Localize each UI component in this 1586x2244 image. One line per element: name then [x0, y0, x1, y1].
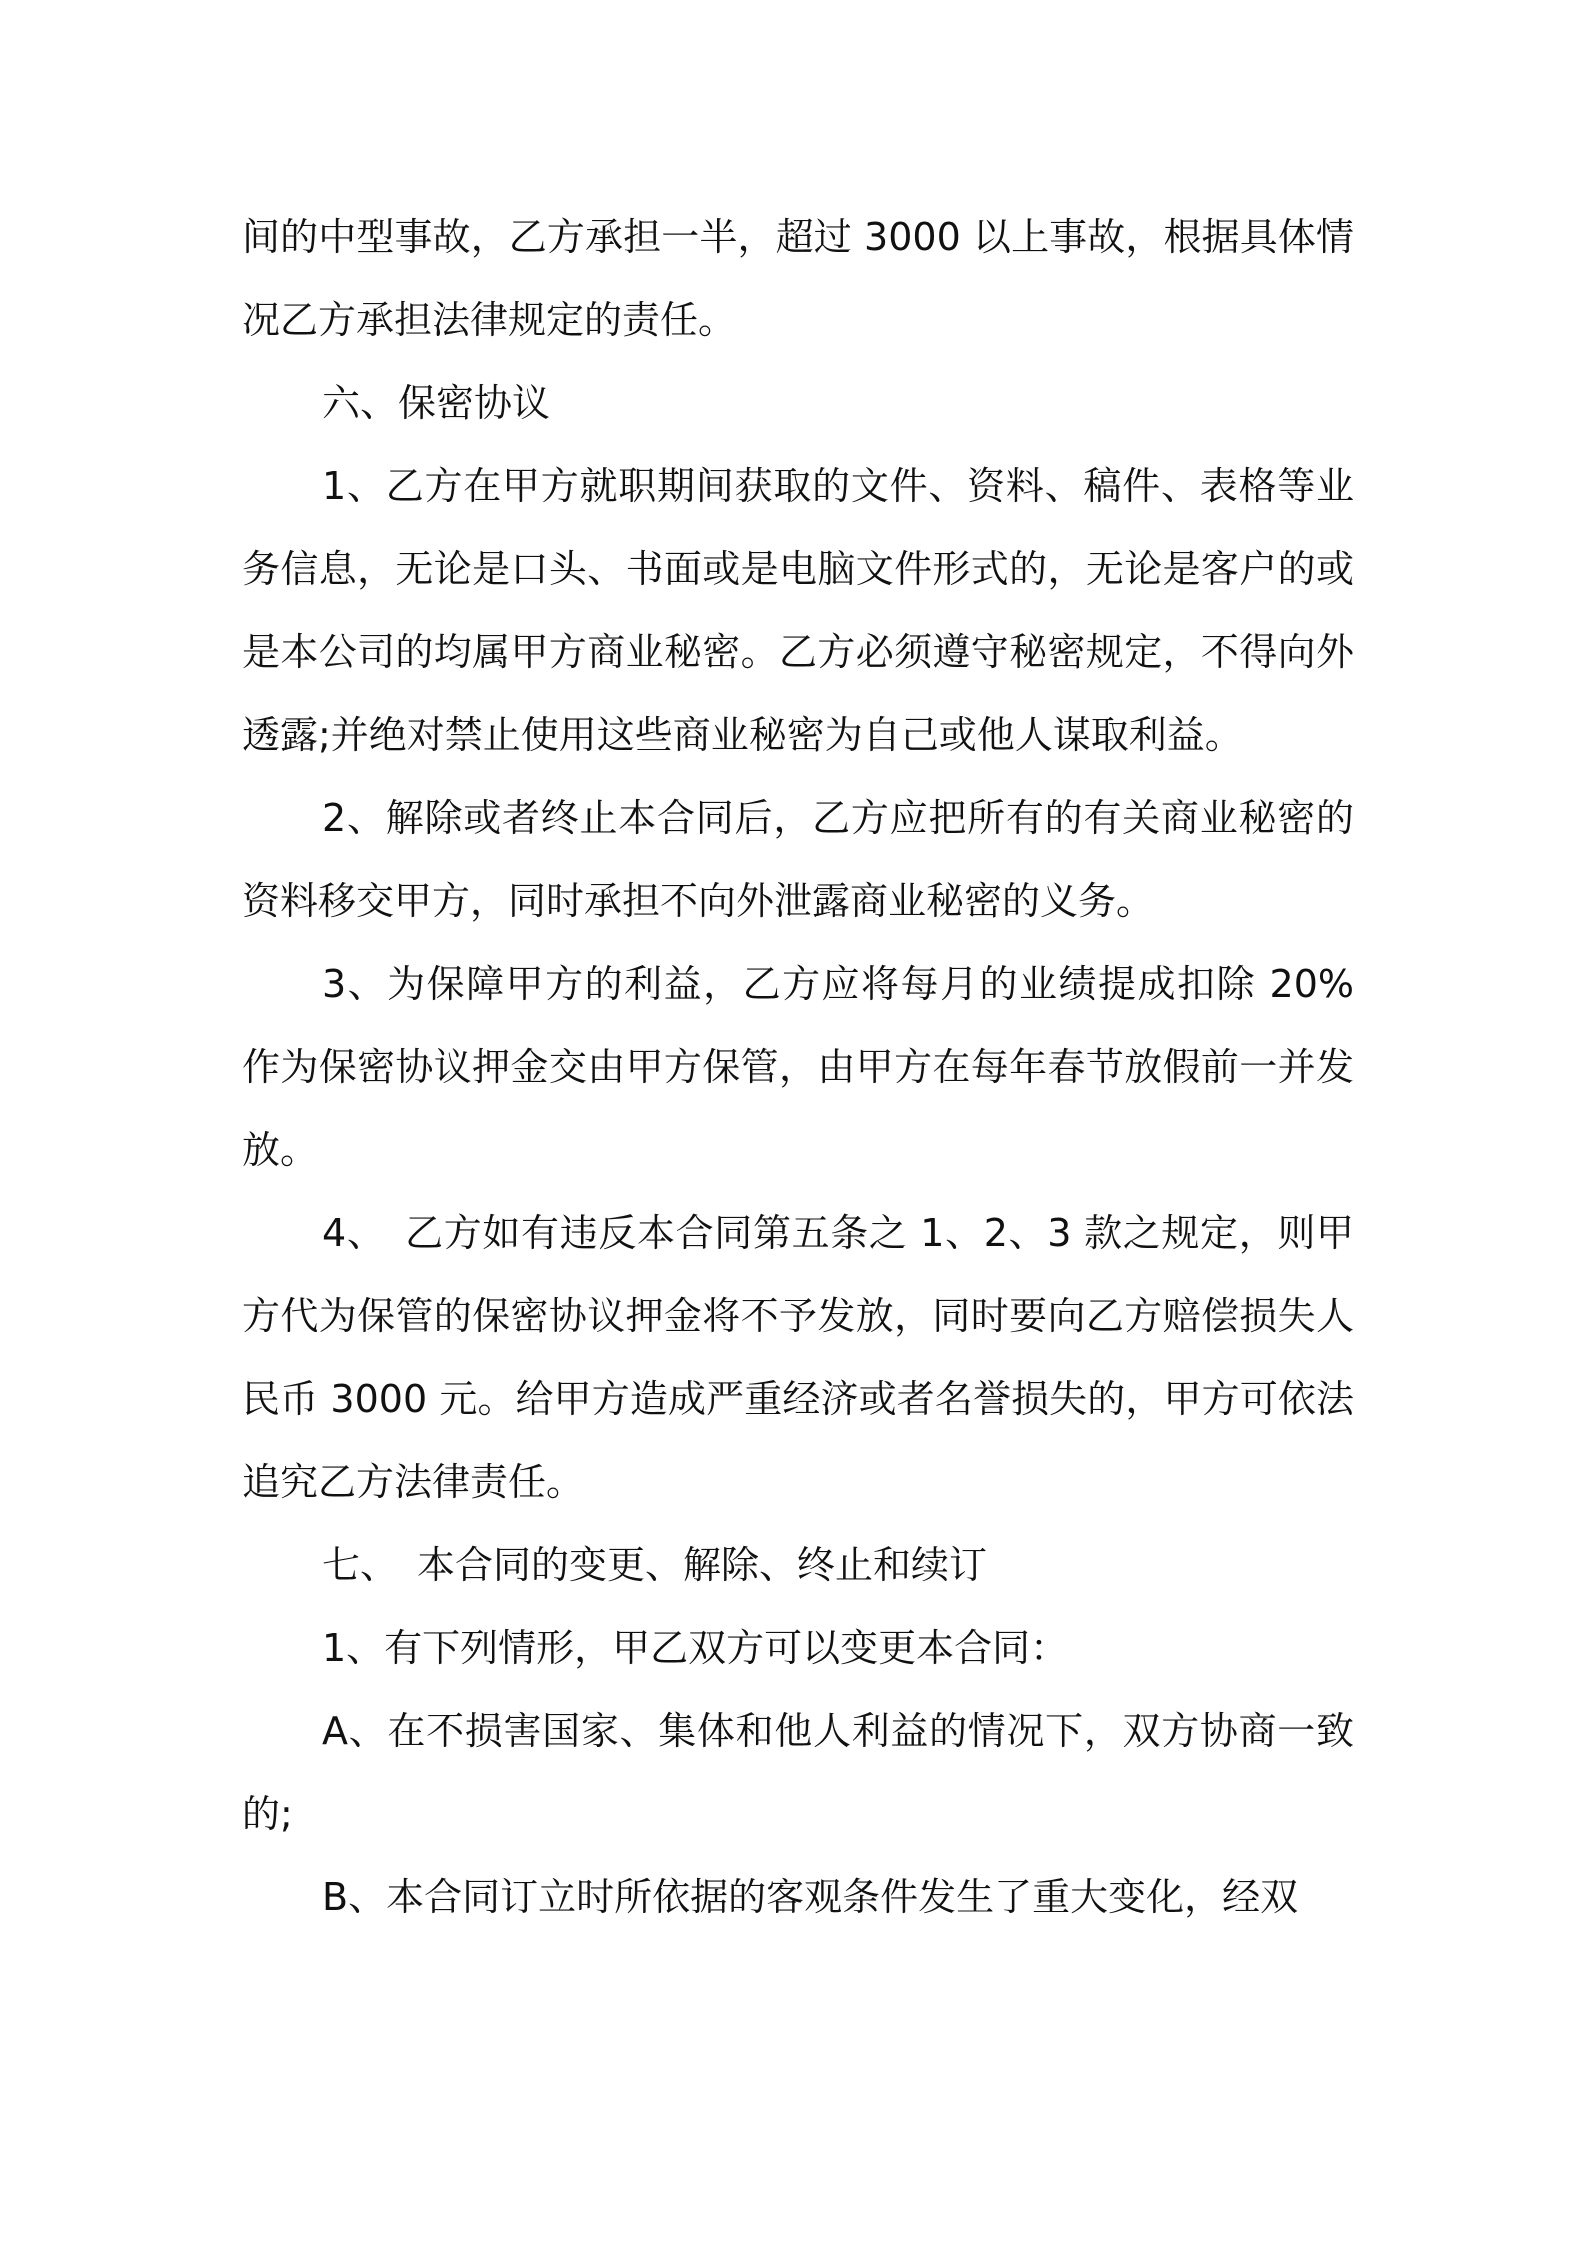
paragraph-condition-b: B、本合同订立时所依据的客观条件发生了重大变化，经双	[322, 1875, 1299, 1919]
paragraph-condition-a: A、在不损害国家、集体和他人利益的情况下，双方协商一致的;	[242, 1709, 1354, 1836]
section-heading-contract-changes: 七、 本合同的变更、解除、终止和续订	[322, 1543, 988, 1587]
section-heading-confidentiality: 六、保密协议	[322, 381, 551, 425]
document-body	[242, 196, 1354, 1939]
paragraph-confidentiality-2: 2、解除或者终止本合同后，乙方应把所有的有关商业秘密的资料移交甲方，同时承担不向外泄露商业秘密的义务。	[242, 796, 1354, 923]
paragraph-confidentiality-1: 1、乙方在甲方就职期间获取的文件、资料、稿件、表格等业务信息，无论是口头、书面或是电脑文件形式的，无论是客户的或是本公司的均属甲方商业秘密。乙方必须遵守秘密规定，不得向外透露;并绝对禁止使用这些商业秘密为自己或他人谋取利益。	[242, 464, 1354, 757]
paragraph-confidentiality-3: 3、为保障甲方的利益，乙方应将每月的业绩提成扣除 20%作为保密协议押金交由甲方保管，由甲方在每年春节放假前一并发放。	[242, 962, 1354, 1172]
paragraph-confidentiality-4: 4、 乙方如有违反本合同第五条之 1、2、3 款之规定，则甲方代为保管的保密协议押金将不予发放，同时要向乙方赔偿损失人民币 3000 元。给甲方造成严重经济或者名誉损失的，甲方可依法追究乙方法律责任。	[242, 1211, 1354, 1504]
paragraph-change-conditions: 1、有下列情形，甲乙双方可以变更本合同：	[322, 1626, 1069, 1670]
paragraph-accident-liability: 间的中型事故，乙方承担一半，超过 3000 以上事故，根据具体情况乙方承担法律规定的责任。	[242, 215, 1354, 342]
